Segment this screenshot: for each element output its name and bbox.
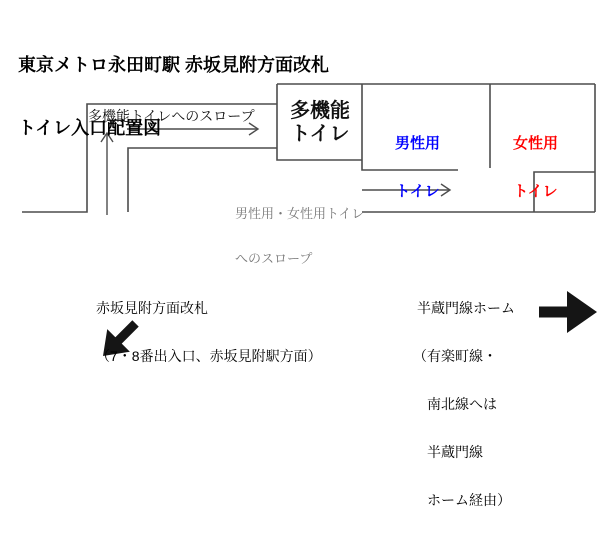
mens-toilet-line2: トイレ [395, 183, 440, 200]
platform-note-line1: 半蔵門線ホーム [417, 300, 515, 316]
womens-toilet-line1: 女性用 [512, 135, 558, 152]
mens-womens-slope-line1: 男性用・女性用トイレ [235, 206, 365, 221]
platform-note-line2: （有楽町線・ [413, 348, 497, 364]
gate-note-line1: 赤坂見附方面改札 [96, 300, 208, 316]
mens-toilet-label [380, 104, 455, 232]
platform-note-line4: 半蔵門線 [413, 444, 483, 460]
mens-toilet-line1: 男性用 [394, 135, 440, 152]
platform-note-line5: ホーム経由） [413, 492, 511, 508]
accessible-toilet-line2: トイレ [290, 122, 350, 145]
page-title-line1: 東京メトロ永田町駅 赤坂見附方面改札 [18, 55, 329, 75]
platform-note [413, 268, 515, 540]
accessible-slope-label: 多機能トイレへのスロープ [88, 108, 255, 124]
womens-toilet-label [498, 104, 573, 232]
gate-note [96, 268, 322, 396]
gate-note-line2: （7・8番出入口、赤坂見附駅方面） [96, 348, 322, 364]
womens-toilet-line2: トイレ [513, 183, 558, 200]
page-title-line2: トイレ入口配置図 [18, 118, 162, 138]
mens-womens-slope-line2: へのスロープ [235, 251, 313, 266]
platform-direction-arrow [539, 291, 597, 333]
accessible-toilet-label [277, 85, 363, 160]
platform-note-line3: 南北線へは [413, 396, 497, 412]
accessible-toilet-line1: 多機能 [290, 99, 350, 122]
